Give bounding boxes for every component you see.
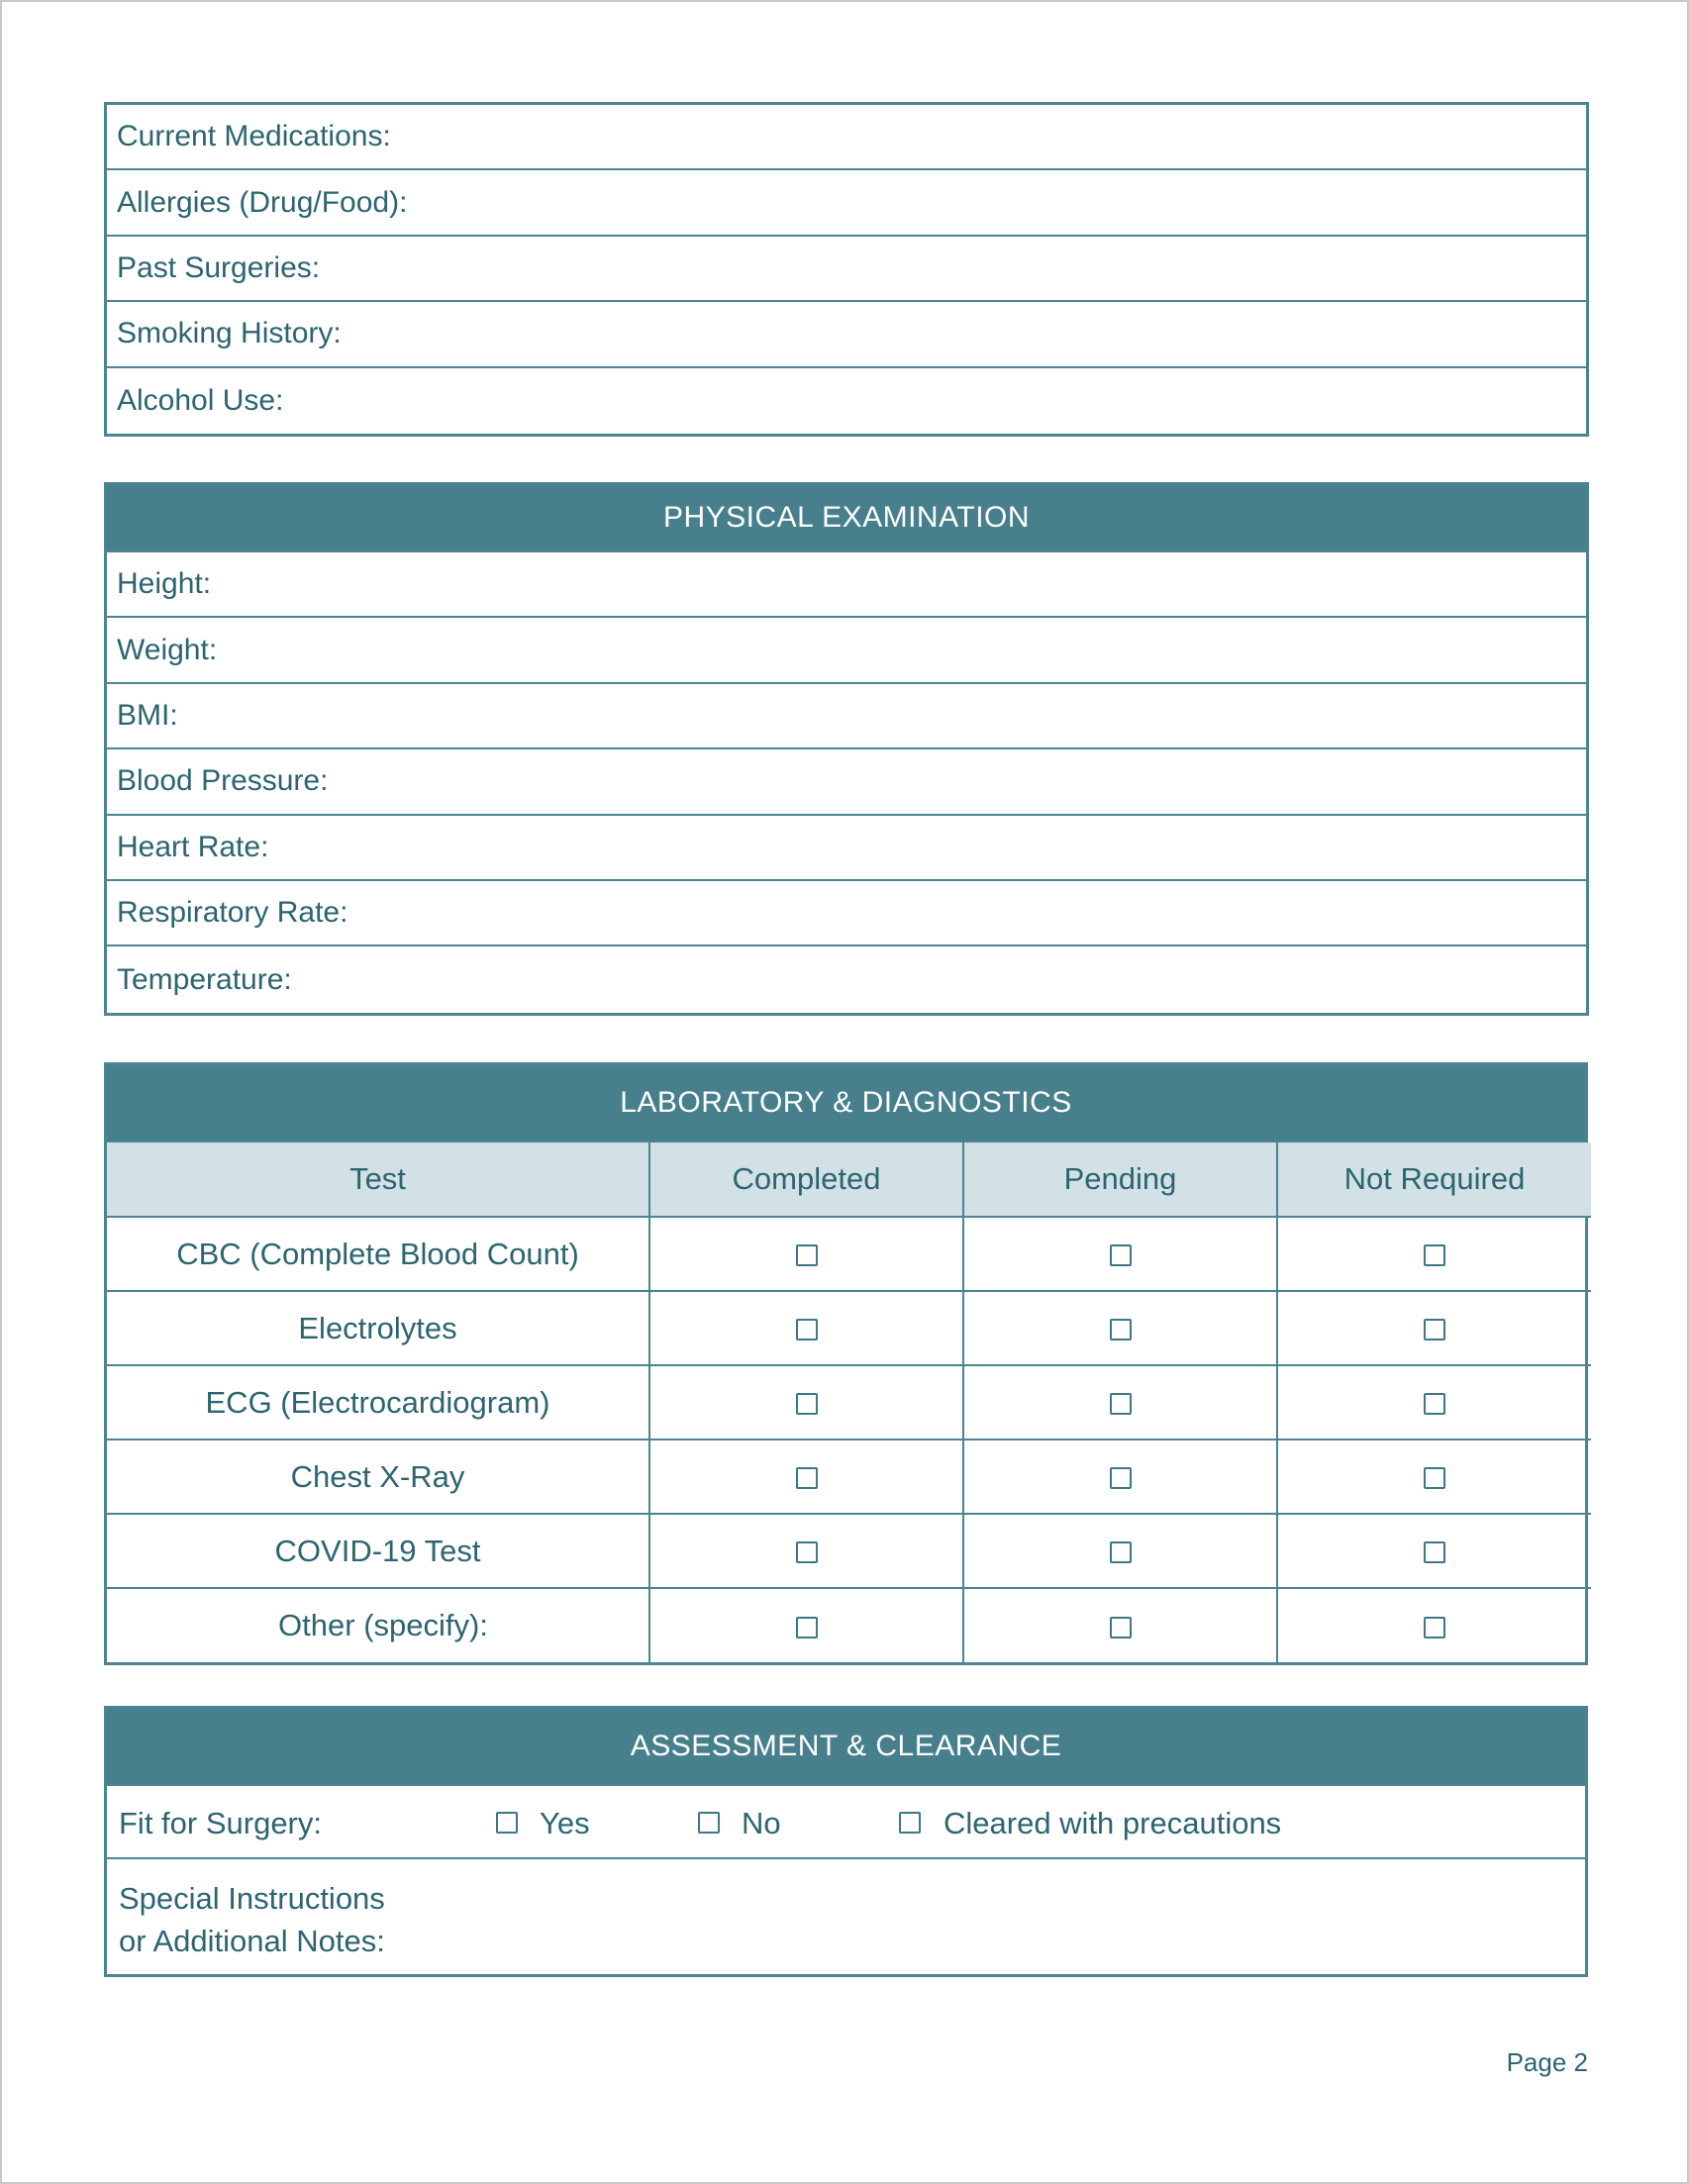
section-title: PHYSICAL EXAMINATION xyxy=(107,485,1586,552)
field-label: Current Medications: xyxy=(117,120,391,153)
laboratory-section xyxy=(104,1062,1588,1665)
fit-no-checkbox[interactable] xyxy=(698,1812,720,1834)
field-label: Blood Pressure: xyxy=(117,764,329,798)
test-name: CBC (Complete Blood Count) xyxy=(107,1217,649,1291)
column-header-completed: Completed xyxy=(649,1142,963,1217)
special-instructions-field[interactable] xyxy=(107,1859,1585,1974)
pending-checkbox[interactable] xyxy=(1110,1319,1132,1340)
completed-checkbox[interactable] xyxy=(796,1244,818,1266)
test-name: ECG (Electrocardiogram) xyxy=(107,1365,649,1439)
column-header-test: Test xyxy=(107,1142,649,1217)
field-label: Heart Rate: xyxy=(117,830,269,863)
table-row xyxy=(107,1365,1591,1439)
test-name: Chest X-Ray xyxy=(107,1439,649,1514)
not-required-checkbox[interactable] xyxy=(1424,1393,1445,1415)
lab-header-row xyxy=(107,1142,1591,1217)
field-weight[interactable] xyxy=(107,618,1586,683)
field-label: Height: xyxy=(117,567,212,601)
field-heart-rate[interactable] xyxy=(107,816,1586,881)
pending-checkbox[interactable] xyxy=(1110,1467,1132,1489)
notes-label-line1: Special Instructions xyxy=(119,1881,385,1916)
not-required-checkbox[interactable] xyxy=(1424,1617,1445,1638)
field-label: Alcohol Use: xyxy=(117,383,284,417)
assessment-section xyxy=(104,1706,1588,1977)
physical-examination-section xyxy=(104,482,1589,1016)
pending-checkbox[interactable] xyxy=(1110,1617,1132,1638)
column-header-pending: Pending xyxy=(963,1142,1277,1217)
fit-yes-label: Yes xyxy=(540,1806,590,1840)
table-row xyxy=(107,1439,1591,1514)
field-height[interactable] xyxy=(107,552,1586,618)
field-allergies[interactable] xyxy=(107,170,1586,236)
field-label: Smoking History: xyxy=(117,317,342,350)
completed-checkbox[interactable] xyxy=(796,1467,818,1489)
test-name-other[interactable]: Other (specify): xyxy=(107,1588,649,1662)
pending-checkbox[interactable] xyxy=(1110,1393,1132,1415)
field-past-surgeries[interactable] xyxy=(107,237,1586,302)
fit-for-surgery-label: Fit for Surgery: xyxy=(119,1806,322,1840)
table-row xyxy=(107,1217,1591,1291)
not-required-checkbox[interactable] xyxy=(1424,1467,1445,1489)
field-label: Temperature: xyxy=(117,962,292,996)
page-number: Page 2 xyxy=(1506,2047,1588,2077)
fit-for-surgery-row xyxy=(107,1786,1585,1859)
field-label: Weight: xyxy=(117,633,218,666)
notes-label-line2: or Additional Notes: xyxy=(119,1924,385,1958)
field-blood-pressure[interactable] xyxy=(107,749,1586,815)
field-label: Past Surgeries: xyxy=(117,250,321,284)
section-title: LABORATORY & DIAGNOSTICS xyxy=(107,1065,1585,1142)
completed-checkbox[interactable] xyxy=(796,1319,818,1340)
test-name: Electrolytes xyxy=(107,1291,649,1365)
pending-checkbox[interactable] xyxy=(1110,1244,1132,1266)
not-required-checkbox[interactable] xyxy=(1424,1244,1445,1266)
fit-no-label: No xyxy=(742,1806,781,1840)
pending-checkbox[interactable] xyxy=(1110,1541,1132,1563)
field-label: BMI: xyxy=(117,698,178,732)
completed-checkbox[interactable] xyxy=(796,1617,818,1638)
fit-cleared-with-precautions-label: Cleared with precautions xyxy=(944,1806,1282,1840)
field-temperature[interactable] xyxy=(107,946,1586,1012)
completed-checkbox[interactable] xyxy=(796,1541,818,1563)
field-respiratory-rate[interactable] xyxy=(107,881,1586,946)
section-title: ASSESSMENT & CLEARANCE xyxy=(107,1709,1585,1786)
fit-cleared-with-precautions-checkbox[interactable] xyxy=(899,1812,921,1834)
medical-history-section xyxy=(104,102,1589,437)
table-row xyxy=(107,1291,1591,1365)
completed-checkbox[interactable] xyxy=(796,1393,818,1415)
not-required-checkbox[interactable] xyxy=(1424,1541,1445,1563)
field-alcohol-use[interactable] xyxy=(107,368,1586,434)
field-bmi[interactable] xyxy=(107,684,1586,749)
lab-table xyxy=(107,1142,1591,1662)
fit-yes-checkbox[interactable] xyxy=(496,1812,518,1834)
column-header-not-required: Not Required xyxy=(1277,1142,1591,1217)
test-name: COVID-19 Test xyxy=(107,1514,649,1588)
table-row xyxy=(107,1514,1591,1588)
field-current-medications[interactable] xyxy=(107,105,1586,170)
not-required-checkbox[interactable] xyxy=(1424,1319,1445,1340)
field-smoking-history[interactable] xyxy=(107,302,1586,367)
field-label: Allergies (Drug/Food): xyxy=(117,185,408,219)
field-label: Respiratory Rate: xyxy=(117,896,348,930)
table-row xyxy=(107,1588,1591,1662)
